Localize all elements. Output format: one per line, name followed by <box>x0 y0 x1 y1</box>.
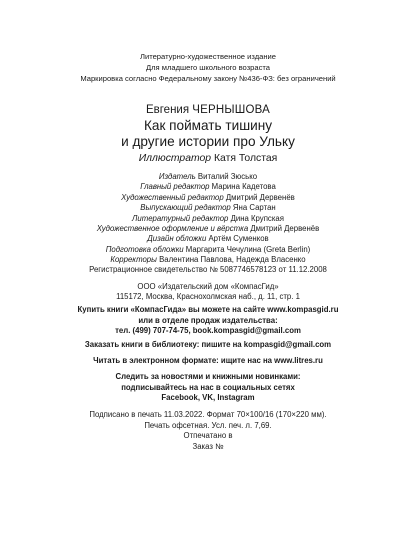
credit-name: Виталий Зюсько <box>197 172 258 181</box>
credit-line <box>0 245 416 255</box>
legal-line: Литературно-художественное издание <box>139 52 277 61</box>
legal-info <box>0 51 416 85</box>
credit-name: Марина Кадетова <box>211 182 276 192</box>
illustrator-name: Катя Толстая <box>213 153 278 164</box>
credit-line <box>0 193 416 203</box>
credit-line <box>0 234 416 244</box>
credit-role: Главный редактор <box>140 182 210 192</box>
follow-line: Facebook, VK, Instagram <box>161 393 255 403</box>
credit-role: Литературный редактор <box>132 213 229 223</box>
credit-role: Дизайн обложки <box>147 234 207 244</box>
library-order-info: Заказать книги в библиотеку: пишите на kompasgid@gmail.com <box>84 340 332 349</box>
credit-line <box>0 182 416 192</box>
credit-line <box>0 172 416 182</box>
author-first-name: Евгения <box>145 104 190 116</box>
credit-name: Валентина Павлова, Надежда Власенко <box>159 255 306 265</box>
illustrator-role: Иллюстратор <box>138 153 212 164</box>
credit-line <box>0 214 416 224</box>
illustrator-credit <box>0 152 416 165</box>
buy-line: или в отделе продаж издательства: <box>138 315 278 325</box>
author-name <box>0 103 416 117</box>
publisher-info <box>0 282 416 302</box>
social-follow-info <box>0 372 416 404</box>
book-title <box>0 118 416 149</box>
print-line: Подписано в печать 11.03.2022. Формат 70×100/16 (170×220 мм). <box>89 410 327 419</box>
legal-line: Для младшего школьного возраста <box>145 63 271 73</box>
credit-name: Маргарита Чечулина (Greta Berlin) <box>185 244 311 254</box>
follow-line: Следить за новостями и книжными новинками: <box>115 372 301 381</box>
ebook-info: Читать в электронном формате: ищите нас на www.litres.ru <box>93 356 323 365</box>
buy-line: тел. (499) 707-74-75, book.kompasgid@gmail.com <box>115 326 301 336</box>
follow-line: подписывайтесь на нас в социальных сетях <box>121 382 295 392</box>
credit-role: Подготовка обложки <box>105 244 184 254</box>
registration-certificate: Регистрационное свидетельство № 5087746578123 от 11.12.2008 <box>89 265 327 274</box>
book-title-line: Как поймать тишину <box>143 118 273 133</box>
credit-line <box>0 224 416 234</box>
print-info <box>0 410 416 452</box>
legal-line: Маркировка согласно Федеральному закону №436-ФЗ: без ограничений <box>80 74 336 84</box>
buy-info <box>0 305 416 337</box>
print-line: Заказ № <box>192 441 224 451</box>
book-title-line: и другие истории про Ульку <box>121 133 295 149</box>
credit-line <box>0 203 416 213</box>
credit-name: Яна Сартан <box>232 203 276 213</box>
credit-name: Дмитрий Дервенёв <box>225 192 295 202</box>
credit-role: Выпускающий редактор <box>140 203 231 213</box>
buy-line: Купить книги «КомпасГида» вы можете на сайте www.kompasgid.ru <box>77 305 339 314</box>
credit-role: Издатель <box>158 172 196 181</box>
print-line: Отпечатано в <box>183 431 233 441</box>
credit-name: Дина Крупская <box>230 213 284 223</box>
author-last-name: ЧЕРНЫШОВА <box>192 104 271 116</box>
credit-role: Корректоры <box>110 255 157 265</box>
credits-list <box>0 172 416 266</box>
publisher-line: 115172, Москва, Краснохолмская наб., д. 11, стр. 1 <box>116 291 300 301</box>
credit-name: Дмитрий Дервенёв <box>250 224 320 234</box>
credit-name: Артём Суменков <box>208 234 269 244</box>
credit-role: Художественное оформление и вёрстка <box>96 224 249 234</box>
credit-role: Художественный редактор <box>121 192 224 202</box>
print-line: Печать офсетная. Усл. печ. л. 7,69. <box>144 420 272 430</box>
publisher-line: ООО «Издательский дом «КомпасГид» <box>137 282 279 291</box>
